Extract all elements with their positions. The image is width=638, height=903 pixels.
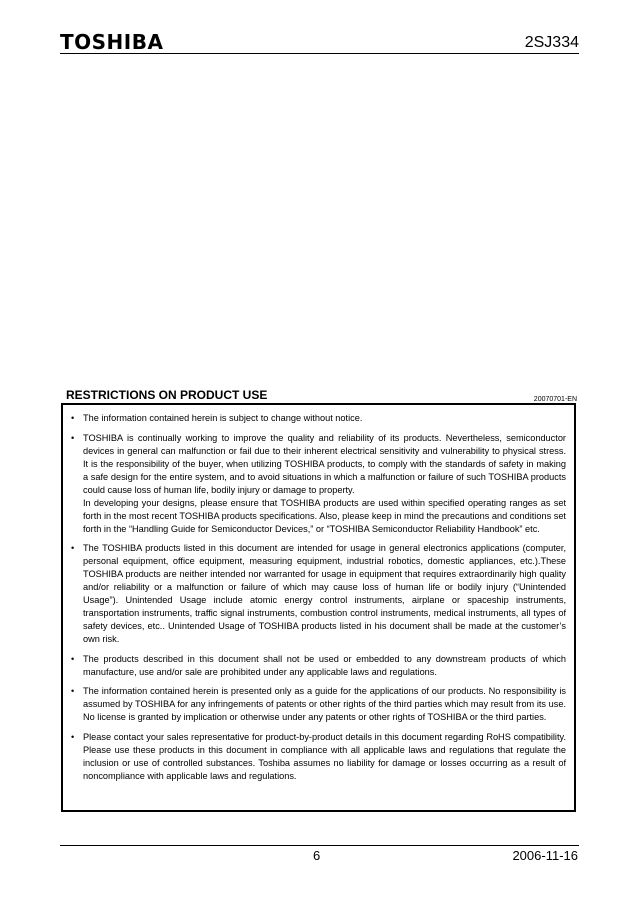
footer-rule (60, 845, 579, 846)
bullet-icon: • (71, 543, 75, 553)
restriction-text: Please contact your sales representative for product-by-product details in this document regarding RoHS compatibility. Please use these products in this document in compliance with all applicable laws and regulations that regulate the inclusion or use of controlled substances. Toshiba assumes no liability for damage or losses occurring as a result of noncompliance with applicable laws and regulations. (83, 731, 566, 781)
restriction-text: The information contained herein is presented only as a guide for the applications of our products. No responsibility is assumed by TOSHIBA for any infringements of patents or other rights of the third parties which may result from its use. No license is granted by implication or otherwise under any patents or other rights of TOSHIBA or the third parties. (83, 686, 566, 722)
bullet-icon: • (71, 731, 75, 742)
restrictions-title: RESTRICTIONS ON PRODUCT USE (66, 388, 268, 402)
restriction-item (63, 685, 574, 724)
restriction-text: The products described in this document shall not be used or embedded to any downstream products of which manufacture, use and/or sale are prohibited under any applicable laws and regulations. (83, 653, 566, 677)
restrictions-list (63, 412, 574, 789)
restriction-item (63, 542, 574, 646)
restriction-text: TOSHIBA is continually working to improve the quality and reliability of its products. Nevertheless, semiconductor devices in general can malfunction or fail due to their inherent electrical sensitivity and vulnerability to physical stress. It is the responsibility of the buyer, when utilizing TOSHIBA products, to comply with the standards of safety in making a safe design for the entire system, and to avoid situations in which a malfunction or failure of such TOSHIBA products could cause loss of human life, bodily injury or damage to property. (83, 432, 566, 495)
document-date: 2006-11-16 (512, 848, 578, 863)
restriction-text: The information contained herein is subject to change without notice. (83, 413, 363, 423)
toshiba-logo: TOSHIBA (60, 30, 164, 54)
bullet-icon: • (71, 413, 75, 423)
part-number: 2SJ334 (524, 34, 579, 51)
restriction-item (63, 653, 574, 679)
restriction-item (63, 731, 574, 783)
page-number: 6 (313, 848, 321, 863)
bullet-icon: • (71, 432, 75, 443)
restrictions-box (61, 403, 576, 812)
bullet-icon: • (71, 653, 75, 664)
restriction-item (63, 432, 574, 536)
header-rule (60, 53, 579, 54)
bullet-icon: • (71, 686, 75, 696)
restriction-text: In developing your designs, please ensure that TOSHIBA products are used within specified operating ranges as set forth in the most recent TOSHIBA products specifications. Also, please keep in mind the precautions and conditions set forth in the “Handling Guide for Semiconductor Devices,” or “TOSHIBA Semiconductor Reliability Handbook” etc. (83, 497, 566, 534)
restriction-text: The TOSHIBA products listed in this document are intended for usage in general electronics applications (computer, personal equipment, office equipment, measuring equipment, industrial robotics, domestic appliances, etc.).These TOSHIBA products are neither intended nor warranted for usage in equipment that requires extraordinarily high quality and/or reliability or a malfunction or failure of which may cause loss of human life or bodily injury (“Unintended Usage”). Unintended Usage include atomic energy control instruments, airplane or spaceship instruments, transportation instruments, traffic signal instruments, combustion control instruments, medical instruments, all types of safety devices, etc.. Unintended Usage of TOSHIBA products listed in his document shall be made at the customer’s own risk. (83, 543, 566, 644)
restrictions-code: 20070701-EN (533, 396, 577, 403)
restriction-item (63, 412, 574, 425)
